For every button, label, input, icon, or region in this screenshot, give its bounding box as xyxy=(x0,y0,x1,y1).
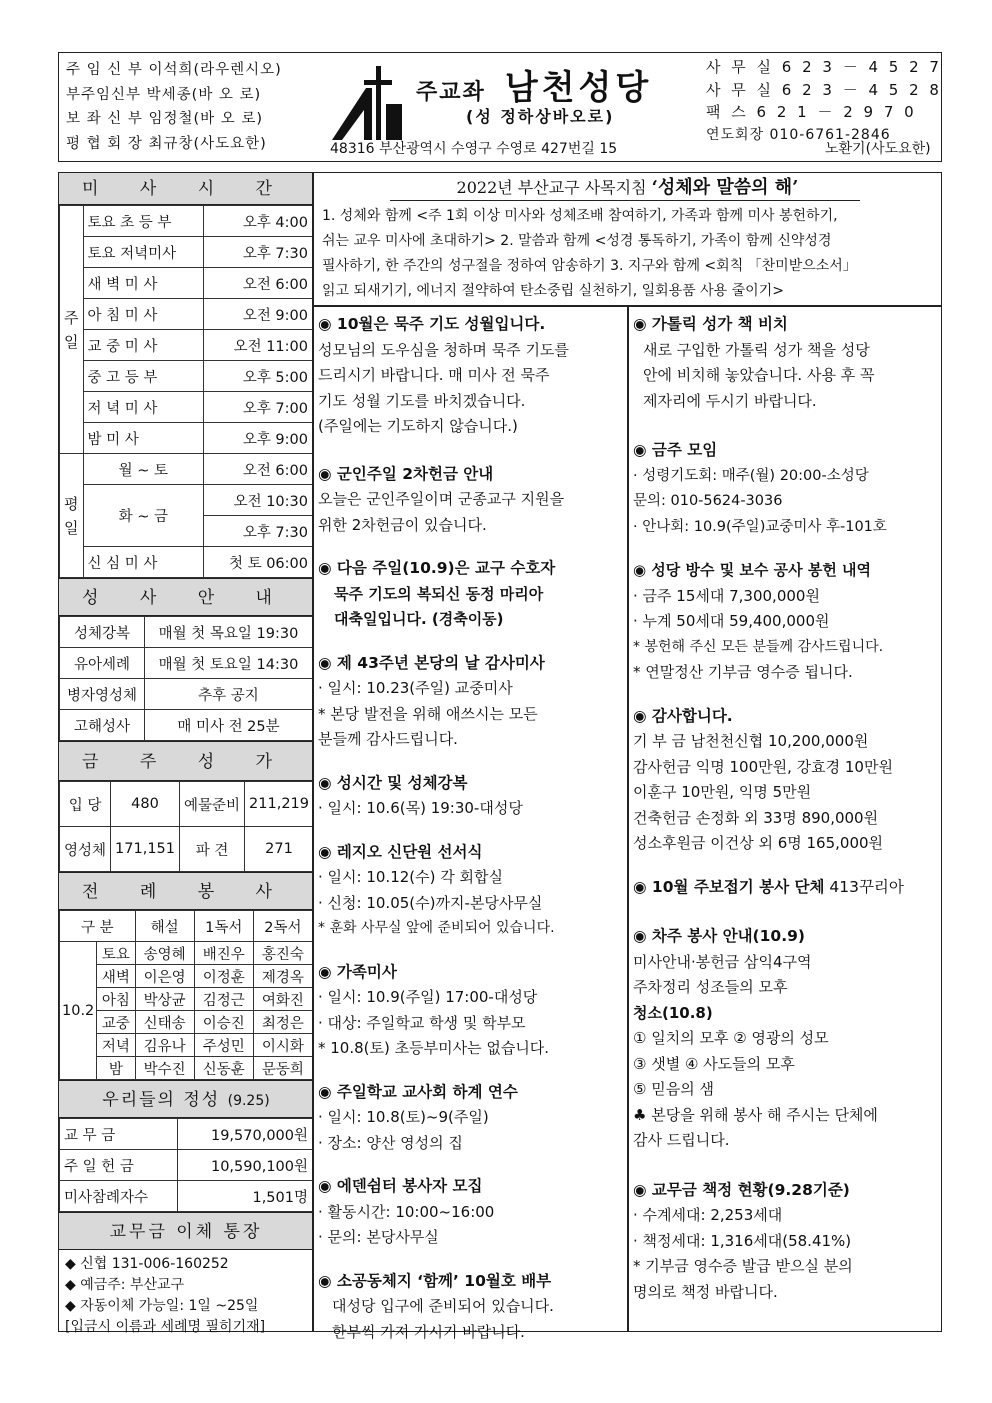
notice-line: ① 일치의 모후 ② 영광의 성모 xyxy=(633,1029,829,1047)
mass-time: 오전 6:00 xyxy=(204,268,313,299)
mass-time: 첫 토 06:00 xyxy=(204,547,313,578)
notice-line: 건축헌금 손정화 외 33명 890,000원 xyxy=(633,808,879,827)
contact-line: 팩 스 6 2 1 － 2 9 7 0 xyxy=(706,103,917,121)
clergy-line: 보 좌 신 부 임정철(바 오 로) xyxy=(66,111,264,127)
mass-time: 오후 7:30 xyxy=(204,516,313,547)
attendance-table xyxy=(59,781,314,872)
mass-time: 오후 7:30 xyxy=(204,237,313,268)
notice-line: 명의로 책정 바랍니다. xyxy=(633,1282,778,1301)
liturgy-cell: 이승진 xyxy=(194,1011,253,1034)
sacrament-name: 유아세례 xyxy=(60,648,145,679)
offering-value: 1,501명 xyxy=(178,1181,313,1212)
attendance-label: 파 견 xyxy=(180,827,245,872)
notice-line: 기 부 금 남천천신협 10,200,000원 xyxy=(633,732,869,750)
notice-title: ◉ 성당 방수 및 보수 공사 봉헌 내역 xyxy=(633,561,872,579)
offerings-title xyxy=(59,1080,313,1118)
notice-line: · 문의: 본당사무실 xyxy=(318,1228,439,1246)
notice-line: 묵주 기도의 복되신 동정 마리아 xyxy=(334,584,544,603)
liturgy-cell: 밤 xyxy=(97,1057,135,1080)
notice-title-text: ◉ 10월 주보접기 봉사 단체 xyxy=(633,877,825,896)
notice-line: · 일시: 10.12(수) 각 회합실 xyxy=(318,868,503,886)
offerings-date: (9.25) xyxy=(227,1093,270,1109)
sidebar xyxy=(59,173,313,1342)
title-block xyxy=(416,60,686,109)
notice-line: 성모님의 도우심을 청하며 묵주 기도를 xyxy=(318,340,569,359)
notice-line: 새로 구입한 가톨릭 성가 책을 성당 xyxy=(643,340,870,359)
page-subtitle: (성 정하상바오로) xyxy=(466,107,615,126)
liturgy-date: 10.2 xyxy=(60,942,97,1080)
liturgy-cell: 이시화 xyxy=(253,1034,312,1057)
notice-line: · 책정세대: 1,316세대(58.41%) xyxy=(633,1231,852,1250)
notice-line: 감사 드립니다. xyxy=(633,1131,730,1149)
title-prefix: 주교좌 xyxy=(416,80,486,105)
notice-line: · 장소: 양산 영성의 집 xyxy=(318,1133,463,1152)
offering-value: 19,570,000원 xyxy=(178,1119,313,1150)
notice-line: * 10.8(토) 초등부미사는 없습니다. xyxy=(318,1039,550,1057)
notices-left xyxy=(318,306,624,1345)
mass-time: 오전 11:00 xyxy=(204,330,313,361)
liturgy-cell: 최정은 xyxy=(253,1011,312,1034)
notice-line: 감사헌금 익명 100만원, 강효경 10만원 xyxy=(633,757,893,776)
notice-title xyxy=(633,875,939,901)
liturgy-header: 1독서 xyxy=(194,911,253,942)
underline xyxy=(390,200,860,201)
pastoral-line: 쉬는 교우 미사에 초대하기> 2. 말씀과 함께 <성경 통독하기, 가족이 함께 신약성경 xyxy=(322,233,832,249)
address: 48316 부산광역시 수영구 수영로 427번길 15 xyxy=(330,141,618,157)
notice-title: ◉ 가톨릭 성가 책 비치 xyxy=(633,315,788,333)
notice-line: · 수계세대: 2,253세대 xyxy=(633,1206,783,1224)
mass-name: 밤 미 사 xyxy=(83,423,204,454)
mass-times-table xyxy=(59,205,313,578)
attendance-label: 예물준비 xyxy=(180,782,245,827)
divider xyxy=(312,172,314,1332)
notice-line: · 안나회: 10.9(주일)교중미사 후-101호 xyxy=(633,518,887,535)
offering-name: 주 일 헌 금 xyxy=(60,1150,178,1181)
liturgy-cell: 토요 xyxy=(97,942,135,965)
liturgy-cell: 신태송 xyxy=(135,1011,194,1034)
notice-line: · 누계 50세대 59,400,000원 xyxy=(633,612,830,630)
offering-value: 10,590,100원 xyxy=(178,1150,313,1181)
notice-line: 기도 성월 기도를 바치겠습니다. xyxy=(318,391,526,410)
mass-name: 신 심 미 사 xyxy=(83,547,204,578)
liturgy-title: 전 례 봉 사 xyxy=(59,872,313,910)
bank-line: ◆ 자동이체 가능일: 1일 ~25일 xyxy=(65,1298,259,1314)
sacrament-value: 매월 첫 목요일 19:30 xyxy=(145,617,313,648)
pastoral-line: 필사하기, 한 주간의 성구절을 정하여 암송하기 3. 지구와 함께 <회칙 「찬미받으소서」 xyxy=(322,258,857,274)
bank-line: [입금시 이름과 세례명 필히기재] xyxy=(65,1319,266,1335)
notice-line: (주일에는 기도하지 않습니다.) xyxy=(318,417,518,435)
mass-name: 토요 초 등 부 xyxy=(83,206,204,237)
bank-title: 교무금 이체 통장 xyxy=(59,1212,313,1250)
sacraments-title: 성 사 안 내 xyxy=(59,578,313,616)
notice-line: 위한 2차헌금이 있습니다. xyxy=(318,515,487,534)
liturgy-header: 구 분 xyxy=(60,911,136,942)
mass-time: 오후 5:00 xyxy=(204,361,313,392)
church-logo-icon xyxy=(326,64,410,144)
notice-line: · 일시: 10.6(목) 19:30-대성당 xyxy=(318,799,523,817)
liturgy-cell: 홍진숙 xyxy=(253,942,312,965)
notice-line: 대성당 입구에 준비되어 있습니다. xyxy=(332,1297,554,1315)
notice-title: ◉ 레지오 신단원 선서식 xyxy=(318,842,483,861)
notice-line: 오늘은 군인주일이며 군종교구 지원을 xyxy=(318,490,565,508)
liturgy-header: 2독서 xyxy=(253,911,312,942)
notice-line: ③ 샛별 ④ 사도들의 모후 xyxy=(633,1054,795,1073)
notice-title: ◉ 차주 봉사 안내(10.9) xyxy=(633,927,805,945)
notice-line: 미사안내·봉헌금 삼익4구역 xyxy=(633,952,812,971)
bank-line: ◆ 신협 131-006-160252 xyxy=(65,1256,229,1272)
attendance-title: 금 주 성 가 xyxy=(59,741,313,781)
notice-title-extra: 413꾸리아 xyxy=(824,877,904,896)
notice-title: ◉ 금주 모임 xyxy=(633,441,718,459)
notice-title: ◉ 교무금 책정 현황(9.28기준) xyxy=(633,1180,850,1199)
mass-time: 오전 6:00 xyxy=(204,454,313,485)
clergy-line: 평 협 회 장 최규창(사도요한) xyxy=(66,135,267,152)
notice-line: · 신청: 10.05(수)까지-본당사무실 xyxy=(318,893,543,912)
mass-name: 교 중 미 사 xyxy=(83,330,204,361)
notice-line: 주차정리 성조들의 모후 xyxy=(633,978,788,996)
notice-title: ◉ 다음 주일(10.9)은 교구 수호자 xyxy=(318,559,556,577)
offerings-title-text: 우리들의 정성 xyxy=(102,1090,221,1110)
liturgy-cell: 주성민 xyxy=(194,1034,253,1057)
notice-line: · 활동시간: 10:00~16:00 xyxy=(318,1202,495,1221)
mass-time: 오후 4:00 xyxy=(204,206,313,237)
notice-line: * 봉헌해 주신 모든 분들께 감사드립니다. xyxy=(633,638,884,655)
liturgy-cell: 김유나 xyxy=(135,1034,194,1057)
notice-line: * 연말정산 기부금 영수증 됩니다. xyxy=(633,663,853,681)
sacrament-value: 추후 공지 xyxy=(145,679,313,710)
liturgy-cell: 제경옥 xyxy=(253,965,312,988)
notice-title: ◉ 10월은 묵주 기도 성월입니다. xyxy=(318,315,546,333)
liturgy-cell: 송영혜 xyxy=(135,942,194,965)
clergy-line: 주 임 신 부 이석희(라우렌시오) xyxy=(66,62,282,78)
contact-line: 사 무 실 6 2 3 － 4 5 2 8 xyxy=(706,80,942,99)
liturgy-cell: 교중 xyxy=(97,1011,135,1034)
clergy-line: 부주임신부 박세종(바 오 로) xyxy=(66,86,262,103)
offering-name: 미사참례자수 xyxy=(60,1181,178,1212)
notice-line: 드리시기 바랍니다. 매 미사 전 묵주 xyxy=(318,366,550,384)
mass-name: 새 벽 미 사 xyxy=(83,268,204,299)
notice-line: 제자리에 두시기 바랍니다. xyxy=(643,391,817,410)
pastoral-title xyxy=(314,173,941,203)
notice-line: 안에 비치해 놓았습니다. 사용 후 꼭 xyxy=(643,366,875,384)
sacraments-table xyxy=(59,616,313,741)
pastoral-line: 읽고 되새기기, 에너지 절약하여 탄소중립 실천하기, 일회용품 사용 줄이기> xyxy=(322,283,784,299)
offering-name: 교 무 금 xyxy=(60,1119,178,1150)
weekday-label: 평일 xyxy=(60,454,84,578)
notice-line: * 본당 발전을 위해 애쓰시는 모든 xyxy=(318,704,538,723)
offerings-table xyxy=(59,1118,313,1212)
contacts xyxy=(706,56,942,146)
notice-line: 청소(10.8) xyxy=(633,1003,713,1022)
mass-time: 오전 9:00 xyxy=(204,299,313,330)
notice-line: * 훈화 사무실 앞에 준비되어 있습니다. xyxy=(318,920,555,936)
divider xyxy=(627,305,629,1332)
mass-time: 오후 9:00 xyxy=(204,423,313,454)
notices-right xyxy=(633,306,939,1305)
attendance-label: 영성체 xyxy=(60,827,111,872)
notice-line: ⑤ 믿음의 샘 xyxy=(633,1080,714,1098)
notice-title: ◉ 가족미사 xyxy=(318,962,397,981)
notice-title: ◉ 에덴쉼터 봉사자 모집 xyxy=(318,1177,483,1195)
liturgy-cell: 새벽 xyxy=(97,965,135,988)
liturgy-cell: 김정근 xyxy=(194,988,253,1011)
mass-name: 월 ~ 토 xyxy=(83,454,204,485)
liturgy-header: 해설 xyxy=(135,911,194,942)
liturgy-cell: 여화진 xyxy=(253,988,312,1011)
sacrament-name: 고해성사 xyxy=(60,710,145,741)
mass-name: 중 고 등 부 xyxy=(83,361,204,392)
page-title: 남천성당 xyxy=(504,68,653,108)
notice-title: ◉ 감사합니다. xyxy=(633,706,733,725)
mass-name: 저 녁 미 사 xyxy=(83,392,204,423)
mass-name: 화 ~ 금 xyxy=(83,485,204,547)
notice-line: · 성령기도회: 매주(월) 20:00-소성당 xyxy=(633,467,869,484)
bank-info xyxy=(59,1250,313,1342)
bank-line: ◆ 예금주: 부산교구 xyxy=(65,1277,185,1293)
sacrament-value: 매 미사 전 25분 xyxy=(145,710,313,741)
liturgy-cell: 문동희 xyxy=(253,1057,312,1080)
sacrament-name: 성체강복 xyxy=(60,617,145,648)
notice-line: · 금주 15세대 7,300,000원 xyxy=(633,586,820,605)
notice-line: 성소후원금 이건상 외 6명 165,000원 xyxy=(633,834,884,852)
clergy-list xyxy=(66,58,282,156)
mass-name: 아 침 미 사 xyxy=(83,299,204,330)
liturgy-cell: 저녁 xyxy=(97,1034,135,1057)
notice-line: 분들께 감사드립니다. xyxy=(318,730,458,748)
liturgy-cell: 이은영 xyxy=(135,965,194,988)
notice-title: ◉ 군인주일 2차헌금 안내 xyxy=(318,464,494,483)
contact-line: 사 무 실 6 2 3 － 4 5 2 7 xyxy=(706,58,942,76)
liturgy-cell: 배진우 xyxy=(194,942,253,965)
notice-line: 대축일입니다. (경축이동) xyxy=(334,610,504,628)
attendance-label: 입 당 xyxy=(60,782,111,827)
attendance-value: 211,219 xyxy=(245,782,314,827)
notice-title: ◉ 소공동체지 ‘함께’ 10월호 배부 xyxy=(318,1271,552,1290)
mass-times-title: 미 사 시 간 xyxy=(59,173,313,205)
attendance-value: 271 xyxy=(245,827,314,872)
notice-title: ◉ 제 43주년 본당의 날 감사미사 xyxy=(318,653,545,672)
sunday-label: 주일 xyxy=(60,206,84,454)
notice-line: · 대상: 주일학교 학생 및 학부모 xyxy=(318,1013,526,1032)
notice-title: ◉ 주일학교 교사회 하계 연수 xyxy=(318,1082,518,1101)
pastoral-title-emph: ‘성체와 말씀의 해’ xyxy=(651,177,799,198)
liturgy-cell: 신동훈 xyxy=(194,1057,253,1080)
liturgy-cell: 이정훈 xyxy=(194,965,253,988)
attendance-value: 480 xyxy=(111,782,180,827)
attendance-value: 171,151 xyxy=(111,827,180,872)
contact-name: 노환기(사도요한) xyxy=(825,141,931,157)
notice-title: ◉ 성시간 및 성체강복 xyxy=(318,773,468,792)
notice-line: 한부씩 가져 가시기 바랍니다. xyxy=(332,1322,525,1341)
sacrament-value: 매월 첫 토요일 14:30 xyxy=(145,648,313,679)
notice-line: · 일시: 10.8(토)~9(주일) xyxy=(318,1108,489,1126)
notice-line: * 기부금 영수증 발급 받으실 분의 xyxy=(633,1257,853,1275)
notice-line: · 일시: 10.23(주일) 교중미사 xyxy=(318,679,513,697)
liturgy-cell: 박상균 xyxy=(135,988,194,1011)
notice-line: ♣ 본당을 위해 봉사 해 주시는 단체에 xyxy=(633,1105,878,1124)
mass-time: 오전 10:30 xyxy=(204,485,313,516)
notice-line: 문의: 010-5624-3036 xyxy=(633,493,783,509)
liturgy-table xyxy=(59,910,313,1080)
mass-time: 오후 7:00 xyxy=(204,392,313,423)
notice-line: · 일시: 10.9(주일) 17:00-대성당 xyxy=(318,988,538,1006)
mass-name: 토요 저녁미사 xyxy=(83,237,204,268)
notice-line: 이훈구 10만원, 익명 5만원 xyxy=(633,783,812,801)
pastoral-title-prefix: 2022년 부산교구 사목지침 xyxy=(456,178,647,197)
liturgy-cell: 아침 xyxy=(97,988,135,1011)
pastoral-text xyxy=(322,204,936,304)
contact-line: 연도회장 010-6761-2846 xyxy=(706,126,891,143)
sacrament-name: 병자영성체 xyxy=(60,679,145,710)
pastoral-line: 1. 성체와 함께 <주 1회 이상 미사와 성체조배 참여하기, 가족과 함께 미사 봉헌하기, xyxy=(322,208,838,224)
liturgy-cell: 박수진 xyxy=(135,1057,194,1080)
